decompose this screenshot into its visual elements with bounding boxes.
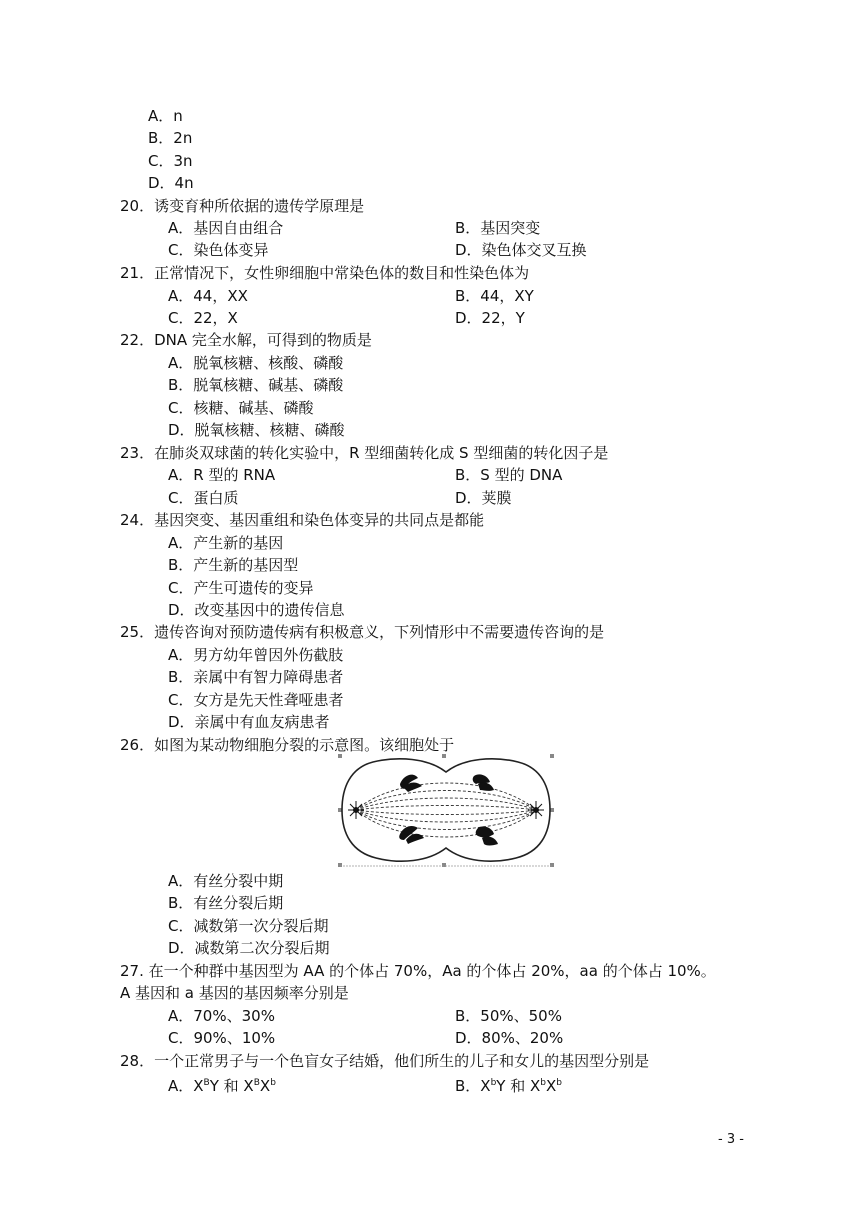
- q24-option-a: A．产生新的基因: [168, 534, 284, 552]
- q20-option-b: B．基因突变: [455, 219, 541, 237]
- q28-option-b-sup3: b: [556, 1078, 562, 1088]
- q19-option-a: A．n: [148, 107, 183, 125]
- q27-option-d: D．80%、20%: [455, 1029, 564, 1047]
- q28-option-a-part3: X: [259, 1077, 271, 1095]
- q20-option-c: C．染色体变异: [168, 241, 269, 259]
- q20-option-a: A．基因自由组合: [168, 219, 284, 237]
- q28-option-b-part3: X: [546, 1077, 557, 1095]
- q22-option-d: D．脱氧核糖、核糖、磷酸: [168, 421, 345, 439]
- figure-selection-handles: [338, 754, 554, 867]
- q28-option-b: [455, 1073, 562, 1095]
- q26-option-d: D．减数第二次分裂后期: [168, 939, 330, 957]
- q28-option-b-part1: X: [480, 1077, 491, 1095]
- spindle-fibers: [356, 783, 536, 837]
- q25-option-b: B．亲属中有智力障碍患者: [168, 668, 344, 686]
- q26-option-a: A．有丝分裂中期: [168, 872, 284, 890]
- q22-option-c: C．核糖、碱基、磷酸: [168, 399, 314, 417]
- q28-option-b-sup2: b: [540, 1078, 546, 1088]
- q21-option-d: D．22，Y: [455, 309, 525, 327]
- aster-right: [528, 801, 544, 819]
- q25-option-a: A．男方幼年曾因外伤截肢: [168, 646, 344, 664]
- q28-option-a-part1: X: [193, 1077, 204, 1095]
- q24-option-c: C．产生可遗传的变异: [168, 579, 314, 597]
- cell-membrane: [342, 759, 550, 861]
- q28-option-a-sup2: B: [253, 1078, 260, 1088]
- q24-stem: 24．基因突变、基因重组和染色体变异的共同点是都能: [120, 511, 485, 529]
- q21-option-c: C．22，X: [168, 309, 238, 327]
- q22-option-a: A．脱氧核糖、核酸、磷酸: [168, 354, 344, 372]
- q21-stem: 21．正常情况下，女性卵细胞中常染色体的数目和性染色体为: [120, 264, 530, 282]
- q23-option-d: D．荚膜: [455, 489, 512, 507]
- page-number: - 3 -: [718, 1132, 744, 1147]
- q26-option-b: B．有丝分裂后期: [168, 894, 284, 912]
- q23-option-c: C．蛋白质: [168, 489, 239, 507]
- q27-option-b: B．50%、50%: [455, 1007, 562, 1025]
- q24-option-d: D．改变基因中的遗传信息: [168, 601, 345, 619]
- q21-option-b: B．44，XY: [455, 287, 534, 305]
- q28-option-b-label: B．: [455, 1077, 481, 1095]
- cell-division-figure: [338, 754, 554, 867]
- q22-option-b: B．脱氧核糖、碱基、磷酸: [168, 376, 344, 394]
- q28-option-a-part2: Y 和 X: [209, 1077, 254, 1095]
- q28-option-a-label: A．: [168, 1077, 194, 1095]
- q23-stem: 23．在肺炎双球菌的转化实验中，R 型细菌转化成 S 型细菌的转化因子是: [120, 444, 609, 462]
- q25-option-d: D．亲属中有血友病患者: [168, 713, 330, 731]
- q27-option-c: C．90%、10%: [168, 1029, 276, 1047]
- q26-stem: 26．如图为某动物细胞分裂的示意图。该细胞处于: [120, 736, 455, 754]
- q27-stem-line1: 27. 在一个种群中基因型为 AA 的个体占 70%，Aa 的个体占 20%，aa 的个体占 10%。: [120, 962, 716, 980]
- q25-stem: 25．遗传咨询对预防遗传病有积极意义，下列情形中不需要遗传咨询的是: [120, 623, 605, 641]
- q26-option-c: C．减数第一次分裂后期: [168, 917, 329, 935]
- q20-stem: 20．诱变育种所依据的遗传学原理是: [120, 197, 365, 215]
- q25-option-c: C．女方是先天性聋哑患者: [168, 691, 344, 709]
- q23-option-a: A．R 型的 RNA: [168, 466, 276, 484]
- aster-left: [348, 801, 364, 819]
- q28-stem: 28．一个正常男子与一个色盲女子结婚，他们所生的儿子和女儿的基因型分别是: [120, 1052, 650, 1070]
- q21-option-a: A．44，XX: [168, 287, 248, 305]
- q23-option-b: B．S 型的 DNA: [455, 466, 563, 484]
- q24-option-b: B．产生新的基因型: [168, 556, 299, 574]
- q27-stem-line2: A 基因和 a 基因的基因频率分别是: [120, 984, 349, 1002]
- q28-option-b-part2: Y 和 X: [496, 1077, 541, 1095]
- q28-option-a-sup3: b: [270, 1078, 276, 1088]
- q28-option-b-sup1: b: [490, 1078, 497, 1088]
- q28-option-a-sup1: B: [203, 1078, 210, 1088]
- chromosomes: [399, 774, 498, 845]
- q27-option-a: A．70%、30%: [168, 1007, 275, 1025]
- q19-option-b: B．2n: [148, 129, 193, 147]
- q28-option-a: [168, 1073, 276, 1095]
- q22-stem: 22．DNA 完全水解，可得到的物质是: [120, 331, 372, 349]
- q19-option-c: C．3n: [148, 152, 193, 170]
- q19-option-d: D．4n: [148, 174, 194, 192]
- q20-option-d: D．染色体交叉互换: [455, 241, 587, 259]
